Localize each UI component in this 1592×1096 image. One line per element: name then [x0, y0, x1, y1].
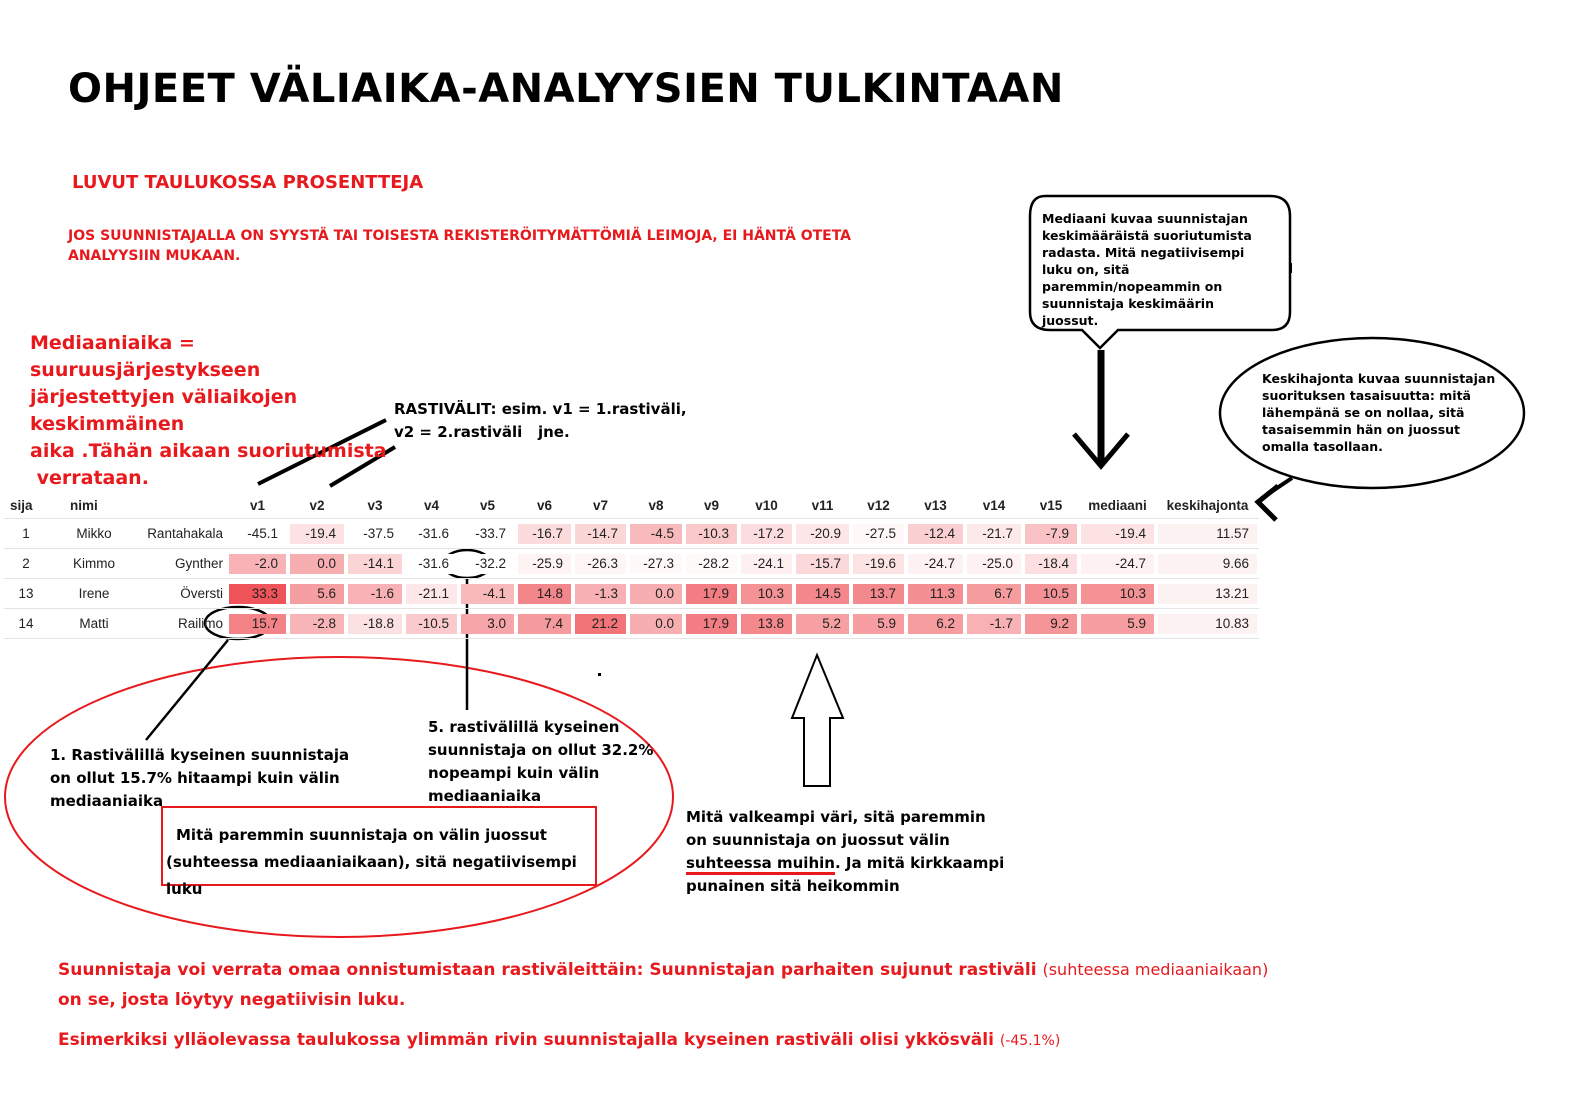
cell-split-value [404, 518, 459, 548]
value-chip: -28.2 [686, 554, 737, 574]
value-chip: -19.4 [1081, 524, 1154, 544]
value-chip: -2.8 [290, 614, 344, 634]
bottom-note-2-value: (-45.1%) [999, 1033, 1061, 1049]
rastivalit-line: v2 = 2.rastiväli jne. [394, 423, 570, 441]
cell-split-value [794, 608, 851, 639]
value-chip: -16.7 [518, 524, 571, 544]
value-chip: -21.7 [967, 524, 1021, 544]
value-chip: 15.7 [229, 614, 286, 634]
cell-split-value [906, 548, 965, 578]
col-header-v11: v11 [811, 497, 834, 513]
bottom-note-2-text: Esimerkiksi ylläolevassa taulukossa [58, 1030, 407, 1050]
cell-split-value [346, 518, 404, 548]
value-chip: -1.7 [967, 614, 1021, 634]
note-better [166, 822, 596, 903]
cell-last-name: Översti [132, 578, 227, 608]
cell-median [1079, 608, 1156, 639]
bottom-note-1 [58, 955, 1318, 1015]
cell-split-value [965, 608, 1023, 639]
cell-split-value [227, 518, 288, 548]
median-definition-line: Mediaaniaika = suuruusjärjestykseen [30, 332, 261, 381]
cell-split-value [739, 608, 794, 639]
value-chip: -18.4 [1025, 554, 1077, 574]
value-chip: -14.1 [348, 554, 402, 574]
cell-split-value [459, 578, 516, 608]
value-chip: -27.5 [853, 524, 904, 544]
value-chip: -19.6 [853, 554, 904, 574]
cell-stddev [1156, 518, 1259, 548]
hollow-arrow-up [792, 655, 843, 786]
col-header-v12: v12 [867, 497, 890, 513]
value-chip: 13.7 [853, 584, 904, 604]
value-chip: 11.3 [908, 584, 963, 604]
value-chip: -12.4 [908, 524, 963, 544]
value-chip: -1.6 [348, 584, 402, 604]
cell-split-value [346, 608, 404, 639]
value-chip: -27.3 [630, 554, 682, 574]
cell-median [1079, 548, 1156, 578]
cell-split-value [739, 518, 794, 548]
cell-split-value [516, 578, 573, 608]
value-chip: -25.9 [518, 554, 571, 574]
cell-split-value [1023, 518, 1079, 548]
stddev-chip: 13.21 [1158, 584, 1257, 604]
value-chip: -25.0 [967, 554, 1021, 574]
col-header-blank [132, 492, 227, 518]
table-row [4, 548, 1259, 578]
col-header-v9: v9 [703, 497, 720, 513]
value-chip: 9.2 [1025, 614, 1077, 634]
cell-split-value [516, 548, 573, 578]
cell-split-value [573, 548, 628, 578]
value-chip: 13.8 [741, 614, 792, 634]
value-chip: -17.2 [741, 524, 792, 544]
value-chip: 10.3 [741, 584, 792, 604]
cell-median [1079, 518, 1156, 548]
value-chip: 5.2 [796, 614, 849, 634]
cell-split-value [516, 608, 573, 639]
col-header-nimi: nimi [70, 497, 98, 513]
median-definition [30, 330, 420, 492]
cell-last-name: Gynther [132, 548, 227, 578]
cell-split-value [227, 578, 288, 608]
cell-split-value [965, 518, 1023, 548]
value-chip: -14.7 [575, 524, 626, 544]
value-chip: -45.1 [229, 524, 286, 544]
cell-stddev [1156, 548, 1259, 578]
cell-last-name: Rantahakala [132, 518, 227, 548]
cell-split-value [739, 548, 794, 578]
value-chip: 6.7 [967, 584, 1021, 604]
cell-split-value [684, 608, 739, 639]
value-chip: 33.3 [229, 584, 286, 604]
cell-split-value [906, 578, 965, 608]
cell-split-value [573, 518, 628, 548]
cell-sija: 2 [4, 548, 48, 578]
note-v1: 1. Rastivälillä kyseinen suunnistaja on ollut 15.7% hitaampi kuin välin mediaaniaika [50, 746, 350, 810]
median-definition-line: aika .Tähän aikaan suoriutumista [30, 440, 387, 462]
stddev-chip: 10.83 [1158, 614, 1257, 634]
note-color-text: . Ja mitä kirkkaampi punainen sitä heikommin [686, 854, 1005, 895]
cell-split-value [1023, 548, 1079, 578]
value-chip: -24.1 [741, 554, 792, 574]
value-chip: -37.5 [348, 524, 402, 544]
cell-stddev [1156, 578, 1259, 608]
page-title: OHJEET VÄLIAIKA-ANALYYSIEN TULKINTAAN [68, 66, 1064, 112]
cell-split-value [906, 518, 965, 548]
cell-split-value [794, 578, 851, 608]
bottom-note-2 [58, 1030, 1158, 1050]
col-header-v6: v6 [536, 497, 553, 513]
value-chip: 14.5 [796, 584, 849, 604]
value-chip: 0.0 [630, 584, 682, 604]
bottom-note-1-text: Suunnistaja voi verrata omaa onnistumistaan rastiväleittäin: Suunnistajan parhaiten sujunut rastiväli [58, 960, 1043, 980]
cell-split-value [227, 548, 288, 578]
value-chip: -10.3 [686, 524, 737, 544]
cell-split-value [684, 518, 739, 548]
cell-first-name: Mikko [48, 518, 132, 548]
value-chip: 21.2 [575, 614, 626, 634]
cell-split-value [227, 608, 288, 639]
rastivalit-line: RASTIVÄLIT: esim. v1 = 1.rastiväli, [394, 400, 687, 418]
arrow-stddev-head [1258, 486, 1278, 520]
pointer-line-note-v1 [146, 640, 228, 740]
col-header-v2: v2 [309, 497, 325, 513]
value-chip: -2.0 [229, 554, 286, 574]
cell-split-value [346, 578, 404, 608]
cell-split-value [459, 608, 516, 639]
cell-split-value [1023, 578, 1079, 608]
table-body [4, 518, 1259, 639]
note-unregistered: JOS SUUNNISTAJALLA ON SYYSTÄ TAI TOISESTA REKISTERÖITYMÄTTÖMIÄ LEIMOJA, EI HÄNTÄ OTETA ANALYYSIIN MUKAAN. [68, 228, 852, 264]
note-better-line: (suhteessa mediaaniaikaan), sitä negatiivisempi luku [166, 853, 577, 898]
value-chip: -7.9 [1025, 524, 1077, 544]
col-header-keskihajonta: keskihajonta [1166, 497, 1249, 513]
col-header-v10: v10 [755, 497, 778, 513]
bottom-note-1-text: on se, josta löytyy negatiivisin luku. [58, 990, 406, 1010]
table-row [4, 608, 1259, 639]
median-definition-line: verrataan. [30, 467, 149, 489]
cell-split-value [906, 608, 965, 639]
cell-first-name: Kimmo [48, 548, 132, 578]
col-header-v1: v1 [249, 497, 266, 513]
cell-sija: 13 [4, 578, 48, 608]
cell-split-value [404, 608, 459, 639]
cell-split-value [851, 518, 906, 548]
value-chip: -24.7 [1081, 554, 1154, 574]
cell-split-value [404, 578, 459, 608]
cell-split-value [628, 608, 684, 639]
cell-split-value [573, 608, 628, 639]
cell-split-value [288, 548, 346, 578]
value-chip: -20.9 [796, 524, 849, 544]
col-header-mediaani: mediaani [1088, 497, 1147, 513]
cell-split-value [1023, 608, 1079, 639]
value-chip: 5.9 [853, 614, 904, 634]
value-chip: -1.3 [575, 584, 626, 604]
cell-split-value [288, 608, 346, 639]
cell-split-value [459, 548, 516, 578]
value-chip: 10.3 [1081, 584, 1154, 604]
value-chip: -26.3 [575, 554, 626, 574]
cell-split-value [851, 578, 906, 608]
cell-split-value [628, 548, 684, 578]
stddev-chip: 9.66 [1158, 554, 1257, 574]
col-header-v3: v3 [367, 497, 383, 513]
note-color [686, 806, 1006, 898]
stddev-chip: 11.57 [1158, 524, 1257, 544]
rastivalit-note [394, 398, 694, 444]
value-chip: -18.8 [348, 614, 402, 634]
value-chip: 5.6 [290, 584, 344, 604]
cell-split-value [628, 578, 684, 608]
value-chip: -4.1 [461, 584, 514, 604]
col-header-v4: v4 [423, 497, 440, 513]
value-chip: -15.7 [796, 554, 849, 574]
cell-split-value [739, 578, 794, 608]
cell-split-value [684, 548, 739, 578]
cell-split-value [965, 548, 1023, 578]
cell-split-value [628, 518, 684, 548]
cell-median [1079, 578, 1156, 608]
value-chip: 10.5 [1025, 584, 1077, 604]
subtitle-percent: LUVUT TAULUKOSSA PROSENTTEJA [72, 172, 424, 193]
value-chip: -32.2 [461, 554, 514, 574]
cell-split-value [851, 608, 906, 639]
col-header-v15: v15 [1039, 497, 1063, 513]
cell-split-value [404, 548, 459, 578]
col-header-v14: v14 [982, 497, 1006, 513]
cell-split-value [684, 578, 739, 608]
value-chip: -21.1 [406, 584, 457, 604]
table-row [4, 578, 1259, 608]
value-chip: -19.4 [290, 524, 344, 544]
value-chip: 5.9 [1081, 614, 1154, 634]
col-header-sija: sija [10, 497, 33, 513]
cell-sija: 14 [4, 608, 48, 639]
cell-split-value [573, 578, 628, 608]
cell-first-name: Irene [48, 578, 132, 608]
bottom-note-2-text: ylimmän rivin suunnistajalla kyseinen rastiväli olisi ykkösväli [406, 1030, 1000, 1050]
value-chip: -31.6 [406, 554, 457, 574]
note-color-text: Mitä valkeampi väri, sitä paremmin on suunnistaja on juossut välin [686, 808, 986, 849]
cell-split-value [851, 548, 906, 578]
median-definition-line: järjestettyjen väliaikojen keskimmäinen [30, 386, 298, 435]
table-row [4, 518, 1259, 548]
bottom-note-1-paren: (suhteessa mediaaniaikaan) [1042, 960, 1269, 979]
value-chip: 0.0 [630, 614, 682, 634]
value-chip: -4.5 [630, 524, 682, 544]
cell-split-value [346, 548, 404, 578]
bubble-median-text: Mediaani kuvaa suunnistajan keskimääräistä suoriutumista radasta. Mitä negatiivisempi luku on, sitä paremmin/nopeammin on suunnistaja keskimäärin juossut. [1042, 211, 1252, 328]
cell-sija: 1 [4, 518, 48, 548]
bubble-stddev-text: Keskihajonta kuvaa suunnistajan suorituksen tasaisuutta: mitä lähempänä se on nollaa, sitä tasaisemmin hän on juossut omalla tasollaan. [1262, 371, 1496, 454]
value-chip: 17.9 [686, 584, 737, 604]
cell-split-value [459, 518, 516, 548]
cell-last-name: Railimo [132, 608, 227, 639]
value-chip: 17.9 [686, 614, 737, 634]
cell-split-value [288, 518, 346, 548]
col-header-v13: v13 [924, 497, 947, 513]
value-chip: 14.8 [518, 584, 571, 604]
cell-split-value [794, 548, 851, 578]
value-chip: 0.0 [290, 554, 344, 574]
note-color-underlined: suhteessa muihin [686, 854, 835, 872]
col-header-v7: v7 [592, 497, 609, 513]
cell-first-name: Matti [48, 608, 132, 639]
col-header-v8: v8 [648, 497, 664, 513]
cell-split-value [288, 578, 346, 608]
value-chip: -24.7 [908, 554, 963, 574]
cell-split-value [965, 578, 1023, 608]
split-analysis-table [4, 492, 1259, 639]
value-chip: -31.6 [406, 524, 457, 544]
value-chip: -10.5 [406, 614, 457, 634]
cell-stddev [1156, 608, 1259, 639]
value-chip: 6.2 [908, 614, 963, 634]
cell-split-value [516, 518, 573, 548]
value-chip: 7.4 [518, 614, 571, 634]
value-chip: 3.0 [461, 614, 514, 634]
col-header-v5: v5 [479, 497, 496, 513]
table-header-row [4, 492, 1259, 518]
cell-split-value [794, 518, 851, 548]
value-chip: -33.7 [461, 524, 514, 544]
note-better-line: Mitä paremmin suunnistaja on välin juossut [176, 826, 547, 844]
note-v5: 5. rastivälillä kyseinen suunnistaja on ollut 32.2% nopeampi kuin välin mediaaniaika [428, 718, 654, 805]
